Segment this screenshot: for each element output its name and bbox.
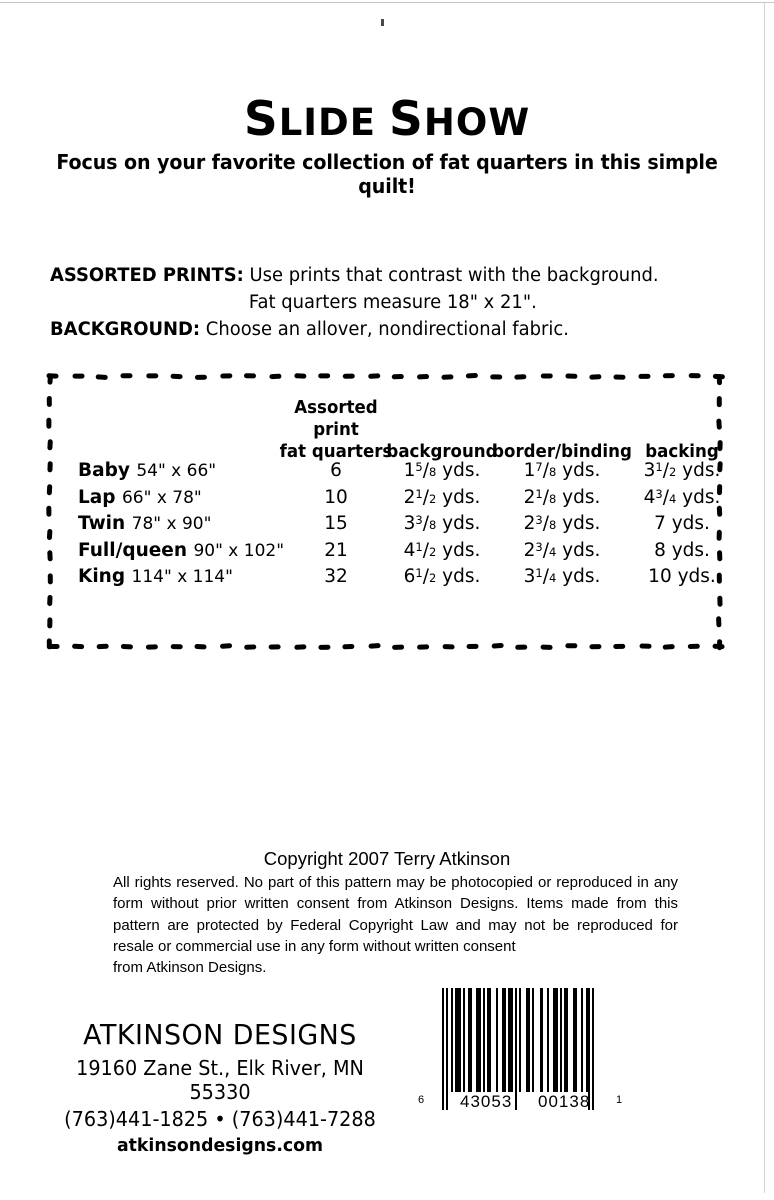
materials-specs [50,262,730,343]
border-dash [590,374,602,380]
row-dimensions: 66" x 78" [121,487,202,508]
border-dash [72,374,84,379]
border-dash [220,643,232,649]
background-label: BACKGROUND: [50,319,201,340]
border-dash [639,643,651,648]
background-line [50,316,710,343]
border-dash [244,373,256,378]
border-dash [716,616,722,627]
title-s2: S [389,92,424,147]
border-dash [442,644,454,649]
row-border-binding-yards: $2^3/4$ yds. [523,539,601,561]
border-dash [491,643,503,649]
border-dash [717,595,722,606]
company-address: 19160 Zane St., Elk River, MN 55330 [76,1056,364,1104]
copyright-body-text: All rights reserved. No part of this pattern may be photocopied or reproduced in any form without prior written consent from Atkinson Designs. Items made from this pattern are protected by Federal Copyright Law and may not be reproduced for resale or commercial use in any form without written consent [113,874,678,955]
company-block [55,1018,385,1156]
header-border-binding: border/binding [492,442,632,462]
company-website: atkinsondesigns.com [116,1135,324,1156]
border-dash [368,373,380,379]
border-dash [319,645,331,650]
row-border-binding-yards: $3^1/4$ yds. [523,566,601,587]
border-dash [441,374,453,380]
copyright-body-last-line: from Atkinson Designs. [113,959,267,977]
border-dashes-bottom [47,644,725,652]
border-dash [392,645,404,650]
row-size-name: King 114" x 114" [78,566,233,587]
upc-barcode [418,988,630,1116]
border-dash [294,373,306,379]
row-backing-yards: 7 yds. [654,513,710,534]
page-subtitle: Focus on your favorite collection of fat quarters in this simple quilt! [56,150,718,198]
row-fat-quarters: 6 [330,460,342,481]
barcode-left-digit: 6 [418,1094,425,1106]
company-name: ATKINSON DESIGNS [83,1018,357,1051]
border-dash [318,373,330,378]
table-row [47,566,725,593]
row-background-yards: $6^1/2$ yds. [403,566,481,587]
row-fat-quarters: 10 [324,486,348,508]
row-size-name: Full/queen 90" x 102" [78,539,285,561]
border-dash [342,644,354,650]
border-dash [541,645,553,650]
row-background-yards: $4^1/2$ yds. [403,539,481,561]
row-dimensions: 78" x 90" [131,514,212,534]
row-size-name: Lap 66" x 78" [78,486,202,508]
border-dash [47,595,53,606]
border-dash [688,644,700,649]
border-dash [171,644,183,649]
assorted-prints-text: Use prints that contrast with the background. [243,265,659,286]
border-dash [717,639,722,650]
row-dimensions: 90" x 102" [193,540,285,561]
border-dash [171,374,183,380]
border-dash [146,373,158,378]
border-dash [194,644,206,650]
row-border-binding-yards: $2^3/8$ yds. [523,513,601,534]
border-dash [613,644,625,649]
row-dimensions: 54" x 66" [136,461,217,481]
border-dash [565,643,577,648]
border-dash [120,373,132,378]
border-dash [466,373,478,379]
header-print: print [313,420,359,440]
border-dash [490,374,502,379]
row-background-yards: $2^1/2$ yds. [403,486,481,508]
border-dash [72,644,84,650]
company-phone: (763)441-1825 • (763)441-7288 [64,1107,376,1131]
border-dash [121,644,133,650]
row-fat-quarters: 32 [324,566,348,587]
table-row [47,487,725,514]
row-fat-quarters: 21 [324,539,348,561]
yardage-table [47,392,725,593]
copyright-body [113,872,678,978]
border-dash [417,644,429,649]
border-dash [97,644,109,650]
border-dash [195,375,207,380]
assorted-prints-label: ASSORTED PRINTS: [50,265,244,286]
border-dash [96,374,108,380]
border-dash [145,644,157,649]
copyright-heading: Copyright 2007 Terry Atkinson [263,848,511,869]
row-size-name: Baby 54" x 66" [78,460,217,481]
border-dashes-top [47,374,725,382]
border-dash [663,644,675,650]
title-s1: S [243,92,279,147]
border-dash [467,644,479,649]
background-text: Choose an allover, nondirectional fabric. [200,319,569,340]
border-dash [343,374,355,379]
row-dimensions: 114" x 114" [131,567,233,587]
row-backing-yards: $3^1/2$ yds. [643,460,721,481]
border-dash [244,644,256,650]
border-dash [638,374,650,379]
border-dash [268,644,280,649]
header-fat-quarters: fat quarters [279,442,393,462]
border-dash [717,374,723,385]
border-dash [368,643,380,649]
border-dash [47,373,53,384]
barcode-group-2: 00138 [538,1092,591,1111]
table-row [47,540,725,567]
border-dash [47,617,52,628]
border-dash [565,373,577,378]
border-dash [590,644,602,649]
row-background-yards: $3^3/8$ yds. [403,513,481,534]
barcode-digits [442,1092,623,1112]
table-body [47,460,725,593]
row-border-binding-yards: $1^7/8$ yds. [523,460,601,481]
border-dash [516,645,528,650]
header-background: background [386,442,498,462]
border-dash [269,374,281,380]
title-how: HOW [423,101,531,144]
barcode-group-1: 43053 [460,1092,513,1111]
assorted-prints-line [50,262,710,289]
row-background-yards: $1^5/8$ yds. [403,460,481,481]
header-backing: backing [645,442,719,462]
row-backing-yards: 8 yds. [654,539,710,561]
table-row [47,513,725,540]
row-border-binding-yards: $2^1/8$ yds. [523,486,601,508]
border-dash [689,373,701,378]
border-dash [417,374,429,380]
page-title [0,92,774,147]
scan-edge-right [764,3,765,1193]
table-row [47,460,725,487]
border-dash [663,373,675,378]
registration-mark [381,19,384,26]
header-assorted: Assorted [294,398,378,418]
row-fat-quarters: 15 [324,513,348,534]
scan-edge-top [0,2,774,3]
border-dash [220,373,232,378]
row-backing-yards: $4^3/4$ yds. [643,486,721,508]
border-dash [294,644,306,650]
border-dash [515,374,527,380]
border-dash [47,638,52,649]
row-size-name: Twin 78" x 90" [78,513,212,534]
border-dash [392,374,404,379]
fat-quarters-measure-line: Fat quarters measure 18" x 21". [248,292,537,313]
table-header-row [47,392,725,460]
border-dash [614,375,626,380]
border-dash [541,373,553,378]
title-lide: LIDE [278,101,377,144]
row-backing-yards: 10 yds. [648,566,716,587]
barcode-right-digit: 1 [616,1094,623,1106]
